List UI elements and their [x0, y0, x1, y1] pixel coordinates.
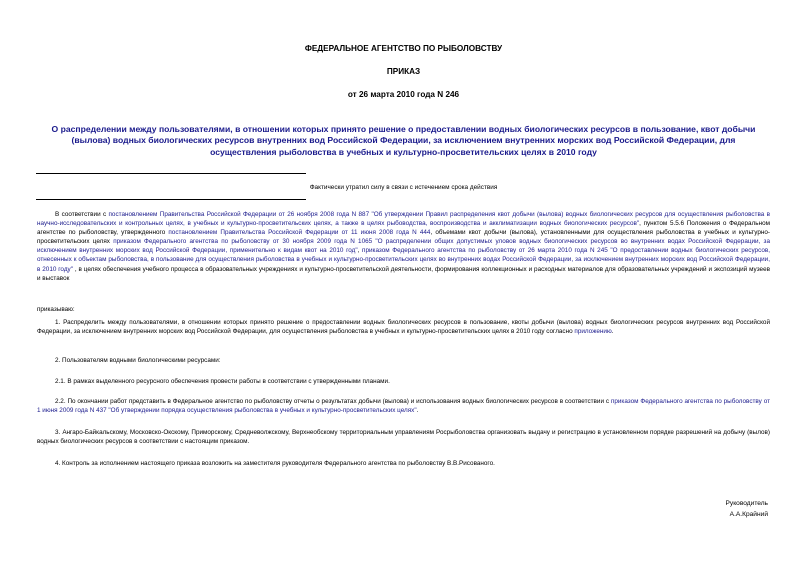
preamble-text-5: , в целях обеспечения учебного процесса в образовательных учреждениях и культурно-просветительской деятельности, формирования коллекционных и расходных материалов для образовательных учреждений и экспозиций музеев и выставок [37, 265, 770, 282]
item-1-end: . [611, 328, 614, 336]
preamble-text-4: , [357, 247, 363, 255]
item-2: 2. Пользователям водными биологическими ресурсами: [55, 357, 221, 364]
item-1-text: 1. Распределить между пользователями, в отношении которых принято решение о предоставлении водных биологических ресурсов в пользование, квоты добычи (вылова) водных биологических ресурсов внутренних вод Российской Федерации, за исключением внутренних морских вод Российской Федерации, для осуществления рыболовства в учебных и культурно-просветительских целях в 2010 году согласно [37, 319, 770, 336]
item-1 [37, 318, 770, 336]
link-decree-444[interactable]: постановлением Правительства Российской Федерации от 11 июня 2008 года N 444 [168, 229, 431, 237]
link-order-1065[interactable]: приказом Федерального агентства по рыболовству от 30 ноября 2009 года N 1065 "О распределении общих допустимых уловов водных биологических ресурсов во внутренних водах Российской Федерации, за исключением внутренних морских вод Российской Федерации, применительно к видам квот на 2010 год" [37, 238, 770, 255]
item-3: 3. Ангаро-Байкальскому, Московско-Окскому, Приморскому, Средневолжскому, Верхнеобскому территориальным управлениям Росрыболовства организовать выдачу и регистрацию в установленном порядке разрешений на добычу (вылов) водных биологических ресурсов в соответствии с настоящим приказом. [37, 429, 770, 446]
preamble-text-1: В соответствии с [55, 211, 109, 218]
document-date-number: от 26 марта 2010 года N 246 [347, 90, 460, 99]
document-title: О распределении между пользователями, в отношении которых принято решение о предоставлении водных биологических ресурсов в пользование, квот добычи (вылова) водных биологических ресурсов внутренних вод Российской Федерации, за исключением внутренних морских вод Российской Федерации, для осуществления рыболовства в учебных и культурно-просветительских целях в 2010 году [51, 124, 756, 157]
divider-bottom [36, 199, 306, 200]
signature-position: Руководитель [725, 500, 768, 507]
item-2-2-text: 2.2. По окончании работ представить в Федеральное агентство по рыболовству отчеты о результатах добычи (вылова) и использования водных биологических ресурсов в соответствии с [55, 398, 611, 405]
agency-name: ФЕДЕРАЛЬНОЕ АГЕНТСТВО ПО РЫБОЛОВСТВУ [304, 44, 503, 53]
item-2-2-end: . [416, 407, 419, 415]
preamble-text-2: , пунктом 5.5.6 Положения о Федеральном агентстве по рыболовству, утвержденного [37, 220, 770, 237]
status-note: Фактически утратил силу в связи с истечением срока действия [309, 184, 498, 191]
signature-block [726, 498, 768, 520]
item-2-2 [37, 397, 770, 415]
document-type: ПРИКАЗ [386, 67, 421, 76]
link-order-437[interactable]: приказом Федерального агентства по рыболовству от 1 июня 2009 года N 437 "Об утверждении порядка осуществления рыболовства в учебных и культурно-просветительских целях" [37, 398, 770, 415]
link-decree-887[interactable]: постановлением Правительства Российской Федерации от 26 ноября 2008 года N 887 "Об утверждении Правил распределения квот добычи (вылова) водных биологических ресурсов для осуществления рыболовства в научно-исследовательских и контрольных целях, в учебных и культурно-просветительских целях, а также в целях рыбоводства, воспроизводства и акклиматизации водных биологических ресурсов" [37, 211, 770, 228]
item-4: 4. Контроль за исполнением настоящего приказа возложить на заместителя руководителя Федерального агентства по рыболовству В.В.Рисованого. [55, 460, 495, 467]
order-word: приказываю: [37, 306, 75, 313]
item-2-1: 2.1. В рамках выделенного ресурсного обеспечения провести работы в соответствии с утвержденными планами. [55, 378, 390, 385]
signature-name: А.А.Крайний [729, 511, 768, 518]
preamble-paragraph [37, 210, 770, 283]
link-order-245[interactable]: приказом Федерального агентства по рыболовству от 26 марта 2010 года N 245 "О предоставлении водных биологических ресурсов, отнесенных к объектам рыболовства, в пользование для осуществления рыболовства в учебных и культурно-просветительских целях во внутренних водах Российской Федерации, за исключением внутренних морских вод Российской Федерации, в 2010 году" [37, 247, 770, 273]
link-appendix[interactable]: приложению [574, 328, 612, 336]
divider-top [36, 173, 306, 174]
preamble-text-3: , объемами квот добычи (вылова), установленными для осуществления рыболовства в учебных и культурно-просветительских целях [37, 229, 771, 246]
